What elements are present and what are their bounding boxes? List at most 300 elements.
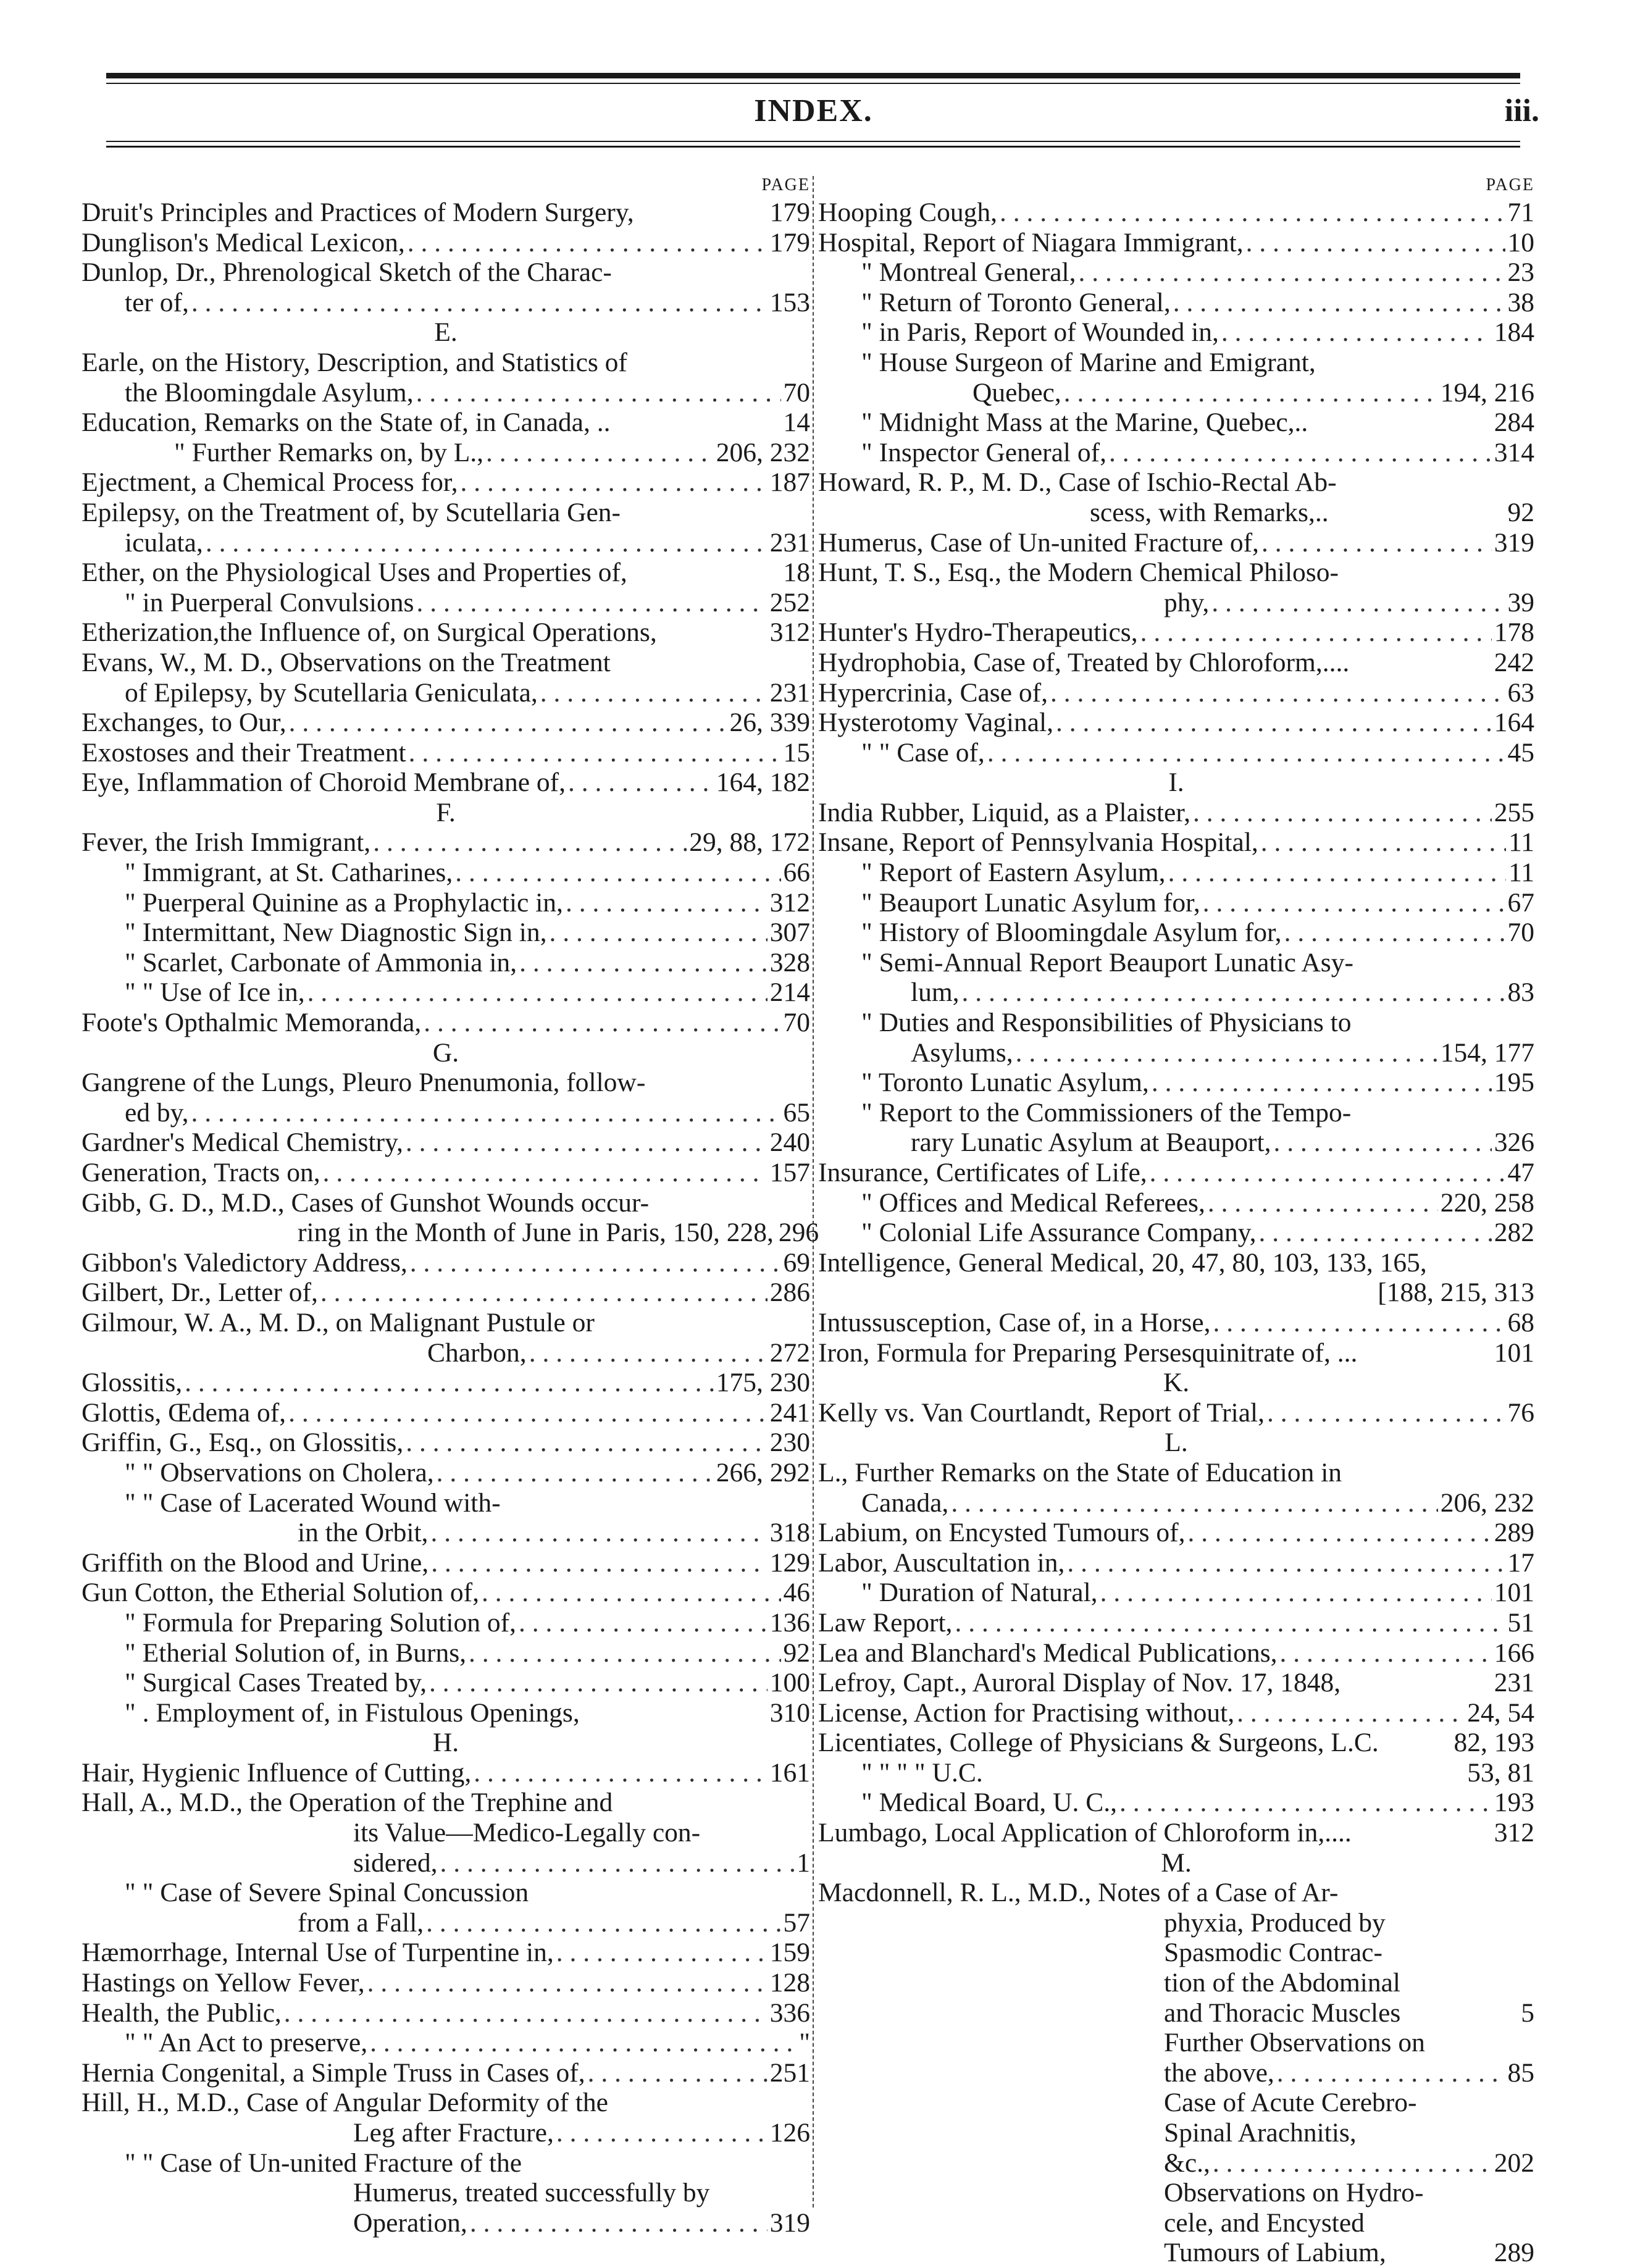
entry-text: Gangrene of the Lungs, Pleuro Pnenumonia, follow- [82, 1068, 646, 1098]
page-ref: 231 [769, 527, 810, 558]
index-entry [818, 948, 1534, 1008]
page-ref: [188, 215, 313 [1378, 1278, 1534, 1308]
dot-leader [1277, 2058, 1505, 2088]
entry-text: lum, [911, 977, 960, 1008]
entry-text: " in Puerperal Convulsions [125, 587, 414, 617]
index-entry [82, 768, 810, 798]
entry-text: Gibb, G. D., M.D., Cases of Gunshot Wounds occur- [82, 1187, 650, 1218]
entry-text: sidered, [353, 1847, 438, 1878]
dot-leader [1213, 2148, 1492, 2178]
dot-leader [1208, 1188, 1438, 1218]
entry-line [818, 1698, 1534, 1728]
page-ref: 76 [1507, 1397, 1534, 1428]
dot-leader [1221, 317, 1492, 348]
dot-leader [1119, 1788, 1492, 1818]
entry-line [82, 1608, 810, 1638]
dot-leader [1213, 1308, 1505, 1338]
dot-leader [1168, 858, 1507, 888]
page-ref: 166 [1494, 1638, 1534, 1668]
page-ref: 296 [778, 1218, 819, 1248]
index-entry [818, 257, 1534, 288]
entry-line [82, 948, 810, 978]
entry-text: Labor, Auscultation in, [818, 1547, 1065, 1578]
entry-text: Earle, on the History, Description, and Statistics of [82, 347, 627, 377]
entry-text: Howard, R. P., M. D., Case of Ischio-Rectal Ab- [818, 467, 1337, 498]
index-entry [82, 467, 810, 498]
entry-text: Hill, H., M.D., Case of Angular Deformity of the [82, 2088, 608, 2118]
section-letter: F. [436, 797, 456, 827]
entry-text: India Rubber, Liquid, as a Plaister, [818, 797, 1190, 827]
entry-line [82, 708, 810, 738]
index-entry [82, 1158, 810, 1188]
page-ref: 15 [783, 737, 810, 768]
entry-line [818, 1878, 1534, 1908]
section-letter: I. [1168, 768, 1184, 798]
entry-text: Licentiates, College of Physicians & Surgeons, L.C. [818, 1728, 1379, 1758]
dot-leader [1016, 1038, 1438, 1068]
dot-leader [1203, 888, 1505, 918]
index-entry [818, 1458, 1534, 1518]
index-entry [818, 708, 1534, 738]
index-entry [82, 918, 810, 948]
page-ref: 70 [1507, 918, 1534, 948]
top-rule-thick [106, 73, 1520, 78]
index-entry [82, 1187, 819, 1248]
entry-line [82, 738, 810, 768]
header-rule-top [106, 141, 1520, 142]
entry-line [82, 1548, 810, 1578]
entry-line [818, 1068, 1534, 1098]
page-ref: 101 [1494, 1578, 1534, 1608]
entry-text: " . Employment of, in Fistulous Openings, [125, 1697, 580, 1728]
dot-leader [519, 948, 767, 978]
index-entry [82, 1548, 810, 1578]
entry-line [818, 558, 1534, 588]
index-entry [818, 528, 1534, 558]
entry-line [82, 1908, 810, 1938]
index-entry [818, 1188, 1534, 1218]
entry-text: Insane, Report of Pennsylvania Hospital, [818, 827, 1258, 858]
page-ref: 179 [769, 198, 810, 227]
page-ref: 68 [1507, 1307, 1534, 1337]
page-ref: 18 [783, 558, 810, 588]
page-ref: 46 [783, 1578, 810, 1608]
entry-text: Hospital, Report of Niagara Immigrant, [818, 227, 1244, 257]
entry-text: Griffin, G., Esq., on Glossitis, [82, 1428, 404, 1458]
header-rule-bottom [106, 146, 1520, 148]
page-ref: 126 [769, 2118, 810, 2148]
dot-leader [556, 1938, 767, 1968]
page-ref: 5 [1521, 1998, 1534, 2028]
dot-leader [1267, 1398, 1505, 1428]
page-ref: 70 [783, 1008, 810, 1038]
entry-line [82, 528, 810, 558]
index-entry [82, 1428, 810, 1458]
page-ref: 319 [769, 2207, 810, 2238]
entry-line [82, 1788, 810, 1818]
entry-text: Humerus, treated successfully by [353, 2178, 710, 2208]
page-ref: 92 [1507, 497, 1534, 527]
page-ref: 318 [769, 1518, 810, 1548]
page-ref: 164 [1494, 708, 1534, 738]
index-entry [82, 558, 810, 588]
entry-line [82, 1398, 810, 1428]
entry-line [82, 1518, 810, 1548]
entry-text: scess, with Remarks,.. [1090, 497, 1329, 527]
entry-text: Hydrophobia, Case of, Treated by Chloroform,.... [818, 647, 1350, 677]
dot-leader [470, 2208, 767, 2238]
entry-text: " Colonial Life Assurance Company, [861, 1218, 1257, 1248]
page-ref: 24, 54 [1467, 1697, 1534, 1728]
index-entry [818, 1218, 1534, 1248]
page-ref: 179 [769, 227, 810, 257]
index-entry [82, 1938, 810, 1968]
entry-text: " " Case of Lacerated Wound with- [125, 1488, 501, 1518]
entry-text: Canada, [861, 1488, 949, 1518]
index-entry [818, 1248, 1534, 1308]
index-entry [818, 198, 1534, 228]
entry-text: the above, [1164, 2057, 1274, 2088]
entry-line [82, 1098, 810, 1128]
entry-text: Gilmour, W. A., M. D., on Malignant Pustule or [82, 1307, 595, 1337]
dot-leader [1064, 378, 1438, 408]
dot-leader [460, 467, 767, 498]
entry-line [82, 1968, 810, 1998]
dot-leader [482, 1578, 781, 1608]
entry-line [82, 2058, 810, 2088]
entry-text: " " Case of Severe Spinal Concussion [125, 1878, 529, 1908]
dot-leader [373, 827, 687, 858]
dot-leader [289, 708, 727, 738]
entry-line [818, 1518, 1534, 1548]
index-entry [818, 228, 1534, 258]
page-ref: 14 [783, 408, 810, 438]
entry-text: " Inspector General of, [861, 437, 1107, 467]
index-entry [82, 198, 810, 228]
page-column-heading: PAGE [761, 175, 810, 195]
entry-text: Education, Remarks on the State of, in Canada, .. [82, 408, 611, 438]
entry-line [818, 648, 1534, 678]
entry-text: " " " " U.C. [861, 1757, 983, 1788]
entry-text: " House Surgeon of Marine and Emigrant, [861, 347, 1316, 377]
entry-text: Foote's Opthalmic Memoranda, [82, 1008, 422, 1038]
entry-text: Gun Cotton, the Etherial Solution of, [82, 1578, 479, 1608]
page-ref: 45 [1507, 737, 1534, 768]
entry-line [82, 2148, 810, 2178]
entry-text: Macdonnell, R. L., M.D., Notes of a Case of Ar- [818, 1878, 1339, 1908]
entry-text: iculata, [125, 527, 203, 558]
dot-leader [519, 1608, 767, 1638]
index-entry [818, 438, 1534, 468]
index-entry [82, 408, 810, 438]
dot-leader [408, 228, 767, 258]
dot-leader [416, 378, 781, 408]
dot-leader [1284, 918, 1505, 948]
entry-text: Insurance, Certificates of Life, [818, 1158, 1147, 1187]
entry-line [818, 1338, 1534, 1368]
entry-text: Generation, Tracts on, [82, 1158, 320, 1187]
entry-line [818, 1398, 1534, 1428]
index-entry [82, 648, 810, 708]
entry-line [82, 498, 810, 528]
entry-line [82, 558, 810, 588]
dot-leader [409, 738, 781, 768]
entry-line [818, 1908, 1534, 1938]
entry-text: " Report to the Commissioners of the Tempo- [861, 1097, 1352, 1128]
entry-line [818, 1218, 1534, 1248]
entry-line [818, 827, 1534, 858]
index-entry [82, 257, 810, 317]
index-entry [82, 617, 810, 648]
entry-text: Dunlop, Dr., Phrenological Sketch of the Charac- [82, 257, 612, 288]
index-entry [818, 827, 1534, 858]
page-ref: 184 [1494, 317, 1534, 348]
entry-text: " Scarlet, Carbonate of Ammonia in, [125, 947, 517, 977]
entry-line [818, 1758, 1534, 1788]
entry-line [818, 1458, 1534, 1488]
entry-text: from a Fall, [298, 1907, 424, 1938]
index-entry [82, 1788, 810, 1878]
page-ref: 39 [1507, 587, 1534, 617]
page-ref: 47 [1507, 1158, 1534, 1187]
section-letter: L. [1165, 1428, 1188, 1458]
entry-line [818, 1548, 1534, 1578]
entry-line [82, 858, 810, 888]
entry-text: Gibbon's Valedictory Address, [82, 1247, 408, 1278]
entry-text: Further Observations on [1164, 2028, 1425, 2058]
entry-line [818, 348, 1534, 378]
index-entry [818, 348, 1534, 408]
entry-line [818, 1188, 1534, 1218]
entry-text: ring in the Month of June in Paris, 150, 228, [298, 1218, 774, 1248]
index-entry [82, 438, 810, 468]
page-ref: 10 [1507, 227, 1534, 257]
entry-text: " Duration of Natural, [861, 1578, 1098, 1608]
entry-line [82, 1338, 810, 1368]
entry-text: Hunter's Hydro-Therapeutics, [818, 617, 1138, 648]
index-entry [818, 678, 1534, 708]
dot-leader [1259, 1218, 1492, 1248]
entry-line [82, 648, 810, 678]
page-ref: 11 [1508, 858, 1534, 888]
index-entry [82, 1008, 810, 1038]
index-entry [82, 1368, 810, 1398]
page-ref: 220, 258 [1440, 1187, 1534, 1218]
page-ref: 336 [769, 1998, 810, 2028]
index-entry [82, 498, 810, 558]
page-ref: 26, 339 [729, 708, 810, 738]
index-entry [818, 1668, 1534, 1698]
index-entry [82, 1998, 810, 2028]
entry-text: Spinal Arachnitis, [1164, 2118, 1357, 2148]
entry-line [82, 827, 810, 858]
entry-line [818, 2088, 1534, 2118]
index-entry [82, 348, 810, 408]
dot-leader [437, 1458, 714, 1488]
page-ref: 312 [1494, 1818, 1534, 1848]
page-ref: 101 [1494, 1337, 1534, 1368]
page-ref: 251 [769, 2057, 810, 2088]
entry-line [82, 1668, 810, 1698]
page-ref: 240 [769, 1128, 810, 1158]
entry-line [818, 948, 1534, 978]
entry-line [818, 1998, 1534, 2028]
entry-line [82, 2028, 810, 2058]
dot-leader [191, 1098, 780, 1128]
page-ref: 241 [769, 1397, 810, 1428]
top-rule-thin [106, 83, 1520, 84]
dot-leader [367, 1968, 767, 1998]
page-ref: 128 [769, 1968, 810, 1998]
index-entry [818, 1098, 1534, 1158]
entry-line [818, 2058, 1534, 2088]
entry-text: Gilbert, Dr., Letter of, [82, 1278, 318, 1308]
page-ref: 319 [1494, 527, 1534, 558]
index-entry [82, 1638, 810, 1668]
index-entry [82, 1128, 810, 1158]
entry-line [818, 228, 1534, 258]
page-ref: 65 [783, 1097, 810, 1128]
entry-text: " Duties and Responsibilities of Physicians to [861, 1008, 1352, 1038]
entry-text: Hysterotomy Vaginal, [818, 708, 1053, 738]
entry-text: Operation, [353, 2207, 467, 2238]
dot-leader [1067, 1548, 1505, 1578]
page-ref: 272 [769, 1337, 810, 1368]
index-entry [82, 1488, 810, 1548]
entry-line [82, 888, 810, 918]
index-column-left [82, 173, 819, 2238]
dot-leader [955, 1608, 1505, 1638]
entry-text: " Midnight Mass at the Marine, Quebec,.. [861, 408, 1308, 438]
entry-text: Glottis, Œdema of, [82, 1397, 287, 1428]
index-entry [82, 948, 810, 978]
column-divider [813, 176, 814, 2207]
entry-text: " Puerperal Quinine as a Prophylactic in, [125, 887, 563, 918]
dot-leader [1150, 1158, 1505, 1188]
entry-line [82, 1008, 810, 1038]
dot-leader [1193, 798, 1492, 828]
entry-text: " Report of Eastern Asylum, [861, 858, 1166, 888]
page-ref: 66 [783, 858, 810, 888]
entry-text: Hypercrinia, Case of, [818, 677, 1048, 708]
entry-line [82, 1308, 810, 1338]
entry-text: ter of, [125, 287, 189, 317]
entry-text: " Further Remarks on, by L., [174, 437, 484, 467]
entry-text: Intelligence, General Medical, 20, 47, 80, 103, 133, 165, [818, 1247, 1427, 1278]
entry-line [82, 1848, 810, 1878]
index-entry [818, 798, 1534, 828]
index-entry [82, 2088, 810, 2148]
entry-text: Dunglison's Medical Lexicon, [82, 227, 405, 257]
index-entry [82, 1278, 810, 1308]
entry-line [818, 2208, 1534, 2238]
entry-text: Asylums, [911, 1037, 1013, 1068]
entry-line [818, 888, 1534, 918]
section-letter: K. [1163, 1368, 1190, 1398]
section-letter: H. [432, 1728, 459, 1758]
page-column-heading: PAGE [1486, 175, 1534, 195]
page-ref: 286 [769, 1278, 810, 1308]
entry-line [818, 1038, 1534, 1068]
entry-line [818, 2178, 1534, 2208]
entry-text: " Offices and Medical Referees, [861, 1187, 1205, 1218]
page-ref: 69 [783, 1247, 810, 1278]
entry-line [818, 1128, 1534, 1158]
entry-line [82, 617, 810, 648]
dot-leader [440, 1848, 795, 1878]
page-ref: 136 [769, 1607, 810, 1638]
entry-line [818, 467, 1534, 498]
entry-line [818, 288, 1534, 318]
entry-line [82, 1368, 810, 1398]
entry-text: Tumours of Labium, [1164, 2238, 1386, 2268]
page-ref: 310 [769, 1697, 810, 1728]
entry-line [818, 798, 1534, 828]
index-entry [818, 918, 1534, 948]
page-ref: 51 [1507, 1607, 1534, 1638]
entry-text: " Toronto Lunatic Asylum, [861, 1068, 1149, 1098]
page-ref: 326 [1494, 1128, 1534, 1158]
entry-text: Glossitis, [82, 1368, 183, 1398]
index-entry [818, 1308, 1534, 1338]
entry-text: Epilepsy, on the Treatment of, by Scutellaria Gen- [82, 497, 621, 527]
entry-line [818, 2238, 1534, 2268]
entry-text: tion of the Abdominal [1164, 1968, 1401, 1998]
entry-line [818, 198, 1534, 228]
page-ref: 159 [769, 1938, 810, 1968]
entry-line [818, 588, 1534, 618]
dot-leader [529, 1338, 767, 1368]
entry-text: " Beauport Lunatic Asylum for, [861, 887, 1200, 918]
entry-text: " Immigrant, at St. Catharines, [125, 858, 453, 888]
index-entry [82, 1968, 810, 1998]
index-entry [818, 1008, 1534, 1068]
entry-text: " History of Bloomingdale Asylum for, [861, 918, 1282, 948]
dot-leader [1237, 1698, 1465, 1728]
index-entry [818, 1608, 1534, 1638]
entry-line [82, 1488, 810, 1518]
entry-text: its Value—Medico-Legally con- [353, 1818, 701, 1848]
page-ref: 202 [1494, 2148, 1534, 2178]
dot-leader [1246, 228, 1505, 258]
index-entry [82, 1878, 810, 1938]
entry-text: " " An Act to preserve, [125, 2028, 368, 2058]
dot-leader [1100, 1578, 1492, 1608]
index-entry [818, 888, 1534, 918]
dot-leader [1140, 617, 1492, 648]
entry-text: Ether, on the Physiological Uses and Properties of, [82, 558, 627, 588]
index-entry [818, 1698, 1534, 1728]
index-entry [82, 1758, 810, 1788]
dot-leader [588, 2058, 767, 2088]
entry-text: Observations on Hydro- [1164, 2178, 1424, 2208]
entry-line [82, 1938, 810, 1968]
entry-line [82, 438, 810, 468]
entry-line [82, 1248, 810, 1278]
entry-line [818, 1668, 1534, 1698]
dot-leader [987, 738, 1505, 768]
right-entries [818, 198, 1534, 2268]
entry-text: Lumbago, Local Application of Chloroform in,.... [818, 1818, 1352, 1848]
page-ref: 328 [769, 947, 810, 977]
dot-leader [406, 1428, 767, 1458]
entry-line [818, 1308, 1534, 1338]
dot-leader [568, 768, 714, 798]
entry-text: Humerus, Case of Un-united Fracture of, [818, 527, 1259, 558]
entry-text: ed by, [125, 1097, 189, 1128]
index-entry [82, 977, 810, 1008]
entry-text: Fever, the Irish Immigrant, [82, 827, 371, 858]
